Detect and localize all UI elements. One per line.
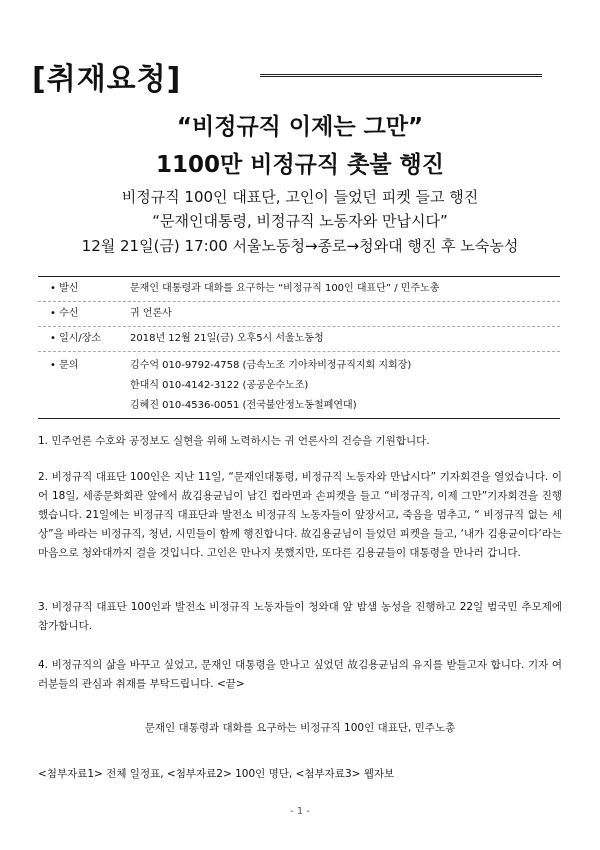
press-request-tag: [취재요청] xyxy=(32,62,182,97)
subtitle-line2: “문재인대통령, 비정규직 노동자와 만납시다” xyxy=(152,212,448,230)
info-label-contact: • 문의 xyxy=(50,360,79,371)
main-title-line1: “비정규직 이제는 그만” xyxy=(176,114,424,140)
info-label-recipient: • 수신 xyxy=(50,308,79,319)
contact-entry: 김수억 010-9792-4758 (금속노조 기아차비정규직지회 지회장) xyxy=(130,360,412,371)
info-row-datetime xyxy=(38,327,560,352)
info-label-datetime: • 일시/장소 xyxy=(50,333,102,344)
info-row-contact xyxy=(38,352,560,418)
info-value-contact xyxy=(126,352,560,418)
info-value-datetime: 2018년 12월 21일(금) 오후5시 서울노동청 xyxy=(130,333,324,344)
info-value-sender: 문재인 대통령과 대화를 요구하는 “비정규직 100인 대표단” / 민주노총 xyxy=(130,283,440,294)
page-number: - 1 - xyxy=(290,806,310,817)
body-paragraph-4: 4. 비정규직의 삶을 바꾸고 싶었고, 문재인 대통령을 만나고 싶었던 故김용균님의 유지를 받들고자 합니다. 기자 여러분들의 관심과 취재를 부탁드립니다. <끝> xyxy=(38,659,562,690)
signature-line: 문재인 대통령과 대화를 요구하는 비정규직 100인 대표단, 민주노총 xyxy=(144,722,456,734)
body-paragraph-1: 1. 민주언론 수호와 공정보도 실현을 위해 노력하시는 귀 언론사의 건승을 기원합니다. xyxy=(38,435,430,447)
subtitle-line3: 12월 21일(금) 17:00 서울노동청→종로→청와대 행진 후 노숙농성 xyxy=(81,237,519,255)
main-title-line2: 1100만 비정규직 촛불 행진 xyxy=(156,152,444,178)
header-rule xyxy=(260,74,542,77)
body-paragraph-3: 3. 비정규직 대표단 100인과 발전소 비정규직 노동자들이 청와대 앞 밤샘 농성을 진행하고 22일 범국민 추모제에 참가합니다. xyxy=(38,601,562,632)
info-value-recipient: 귀 언론사 xyxy=(130,308,172,319)
attachments-line: <첨부자료1> 전체 일정표, <첨부자료2> 100인 명단, <첨부자료3> 웹자보 xyxy=(38,768,395,780)
info-row-sender xyxy=(38,277,560,302)
info-table xyxy=(38,276,560,419)
info-row-recipient xyxy=(38,302,560,327)
contact-entry: 김혜진 010-4536-0051 (전국불안정노동철폐연대) xyxy=(130,400,357,411)
subtitle-line1: 비정규직 100인 대표단, 고인이 들었던 피켓 들고 행진 xyxy=(121,188,479,206)
contact-entry: 한대식 010-4142-3122 (공공운수노조) xyxy=(130,380,309,391)
info-label-sender: • 발신 xyxy=(50,283,79,294)
body-paragraph-2: 2. 비정규직 대표단 100인은 지난 11일, “문재인대통령, 비정규직 노동자와 만납시다” 기자회견을 열었습니다. 이어 18일, 세종문화회관 앞에서 故김용균님이 남긴 컵라면과 손피켓을 들고 “비정규직, 이제 그만”기자회견을 진행했습니다. 21일에는 비정규직 대표단과 발전소 비정규직 노동자들이 앞장서고, 죽음을 멈추고, “ 비정규직 없는 세상”을 바라는 비정규직, 청년, 시민들이 함께 행진합니다. 故김용균님이 들었던 피켓을 들고, ‘내가 김용균이다’라는 마음으로 청와대까지 걸을 것입니다. 고인은 만나지 못했지만, 또다른 김용균들이 대통령을 만나러 갑니다. xyxy=(38,471,562,559)
